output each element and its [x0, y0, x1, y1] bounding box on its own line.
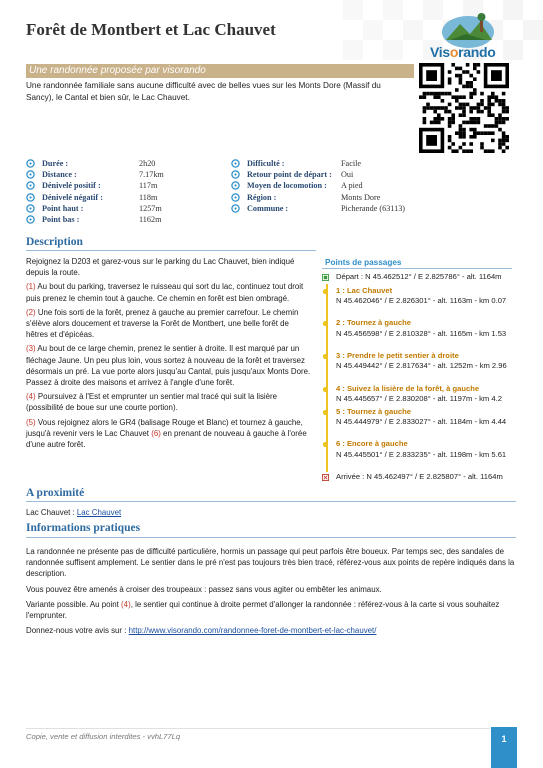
practical-info-body: [26, 546, 516, 640]
description-divider: [26, 250, 316, 251]
info-row: [231, 203, 481, 214]
step-number: (3): [26, 344, 36, 354]
info-value: A pied: [341, 181, 363, 191]
practical-paragraph: La randonnée ne présente pas de difficulté particulière, hormis un passage qui peut parfois être boueux. Par temps sec, des sandales de randonnée suffisent amplement. Le sentier dans le pré n'est pas toujours très bien tracé, référez-vous aux points de repère indiqués dans la description.: [26, 547, 515, 579]
checker-square: [363, 20, 383, 40]
ascent-icon: [26, 181, 35, 190]
waypoint-item: [322, 351, 522, 371]
qr-code[interactable]: [419, 63, 509, 153]
info-value: Oui: [341, 170, 354, 180]
waypoints-divider: [322, 268, 512, 269]
info-value: Monts Dore: [341, 192, 381, 202]
waypoint-item: [322, 318, 522, 338]
proximity-text: [26, 508, 121, 517]
waypoint-dot-icon: [322, 409, 329, 416]
step-number: (5): [26, 417, 36, 427]
description-paragraph: [26, 281, 311, 303]
checker-square: [523, 20, 543, 40]
description-paragraph: [26, 417, 311, 451]
description-paragraph: [26, 343, 311, 388]
proximity-divider: [26, 501, 516, 502]
waypoint-dot-icon: [322, 386, 329, 393]
proximity-link[interactable]: Lac Chauvet: [76, 508, 122, 517]
info-label: Dénivelé positif :: [42, 181, 101, 191]
waypoint-coords: N 45.445657° / E 2.830208° - alt. 1197m - km 4.2: [336, 394, 502, 404]
footer-copyright: Copie, vente et diffusion interdites - vvhL77Lq: [26, 732, 181, 741]
high-point-icon: [26, 204, 35, 213]
info-value: Picherande (63113): [341, 203, 406, 213]
step-number: (1): [26, 282, 36, 292]
description-text: Au bout de ce large chemin, prenez le sentier à droite. Il est marqué par un fléchage Jaune. Un peu plus loin, vous sortez à nouveau de la forêt et traversez désormais un pré. La vue porte alors jusqu'au Cantal, puis jusqu'aux Monts Dore. Passez à droite des maisons et arrivez à l'angle d'une forêt.: [26, 344, 311, 388]
description-text: Au bout du parking, traversez le ruisseau qui sort du lac, continuez tout droit puis prenez le chemin tout à gauche. Ce chemin en forêt est bien ombragé.: [26, 282, 304, 303]
info-value: 7.17km: [139, 170, 164, 180]
step-number: (2): [26, 307, 36, 317]
walker-icon: [231, 181, 240, 190]
descent-icon: [26, 193, 35, 202]
info-row: [26, 214, 276, 225]
waypoint-dot-icon: [322, 288, 329, 295]
waypoint-coords: N 45.456598° / E 2.810328° - alt. 1165m - km 1.53: [336, 328, 507, 338]
waypoint-item: [322, 286, 522, 306]
info-value: 1162m: [139, 215, 162, 224]
waypoint-item: [322, 407, 522, 427]
waypoint-title: 1 : Lac Chauvet: [336, 285, 393, 295]
info-label: Point haut :: [42, 203, 84, 213]
info-label: Retour point de départ :: [247, 170, 332, 180]
description-text: en prenant de nouveau à gauche à l'orée d'une autre forêt.: [26, 428, 307, 450]
waypoint-dot-icon: [322, 320, 329, 327]
info-label: Difficulté :: [247, 159, 285, 168]
difficulty-icon: [231, 159, 240, 168]
waypoint-coords: N 45.445501° / E 2.833235° - alt. 1198m - km 5.61: [336, 449, 507, 459]
practical-paragraph: Donnez-nous votre avis sur : http://www.visorando.com/randonnee-foret-de-montbert-et-lac-chauvet/: [26, 626, 377, 636]
description-text: Rejoignez la D203 et garez-vous sur le parking du Lac Chauvet, bien indiqué depuis la route.: [26, 257, 295, 278]
info-label: Moyen de locomotion :: [247, 181, 327, 191]
checker-square: [383, 40, 403, 60]
distance-icon: [26, 170, 35, 179]
description-paragraph: [26, 256, 311, 278]
practical-paragraph: Variante possible. Au point (4), le sentier qui continue à droite permet d'allonger la randonnée : référez-vous à la carte si vous souhaitez l'emprunter.: [26, 599, 500, 621]
info-row: [231, 180, 481, 191]
info-value: 2h20: [139, 159, 156, 168]
info-row: [231, 192, 481, 203]
info-label: Région :: [247, 192, 277, 202]
checker-square: [403, 20, 423, 40]
waypoint-coords: N 45.444979° / E 2.833027° - alt. 1184m - km 4.44: [336, 416, 507, 426]
description-body: [26, 256, 311, 453]
subtitle-banner: Une randonnée proposée par visorando: [26, 64, 414, 78]
waypoints-heading: Points de passages: [325, 258, 402, 267]
description-text: Poursuivez à l'Est et emprunter un sentier mal tracé qui suit la lisière (possibilité de boue sur une courte portion).: [26, 392, 278, 413]
info-value: 1257m: [139, 203, 162, 213]
waypoint-coords: N 45.449442° / E 2.817634° - alt. 1252m - km 2.96: [336, 361, 507, 371]
checker-square: [383, 0, 403, 20]
waypoint-dot-icon: [322, 353, 329, 360]
checker-square: [343, 40, 363, 60]
info-label: Distance :: [42, 170, 77, 180]
waypoint-item: [322, 384, 522, 404]
info-label: Durée :: [42, 159, 69, 168]
info-value: 117m: [139, 181, 158, 191]
clock-icon: [26, 159, 35, 168]
info-label: Commune :: [247, 203, 289, 213]
info-label: Point bas :: [42, 215, 80, 224]
description-paragraph: [26, 307, 311, 341]
waypoint-item: [322, 439, 522, 459]
footer-divider: [26, 728, 490, 729]
info-label: Dénivelé négatif :: [42, 192, 103, 202]
finish-flag-icon: [322, 474, 329, 481]
review-link[interactable]: http://www.visorando.com/randonnee-foret-de-montbert-et-lac-chauvet/: [128, 626, 377, 636]
info-value: 118m: [139, 192, 158, 202]
waypoint-title: 2 : Tournez à gauche: [336, 318, 411, 328]
step-number: (4): [26, 392, 36, 402]
description-text: Une fois sorti de la forêt, prenez à gauche au premier carrefour. Le chemin s'élève alors doucement et traverse la Forêt de Montbert, une belle forêt de hêtres et d'épicéas.: [26, 307, 299, 340]
proximity-heading: A proximité: [26, 487, 85, 499]
start-flag-icon: [322, 274, 329, 281]
checker-square: [343, 0, 363, 20]
waypoint-finish: Arrivée : N 45.462497° / E 2.825807° - alt. 1164m: [322, 472, 522, 482]
return-icon: [231, 170, 240, 179]
page-title: Forêt de Montbert et Lac Chauvet: [26, 20, 276, 39]
waypoint-title: 5 : Tournez à gauche: [336, 406, 411, 416]
waypoint-dot-icon: [322, 441, 329, 448]
description-text: Vous rejoignez alors le GR4 (balisage Rouge et Blanc) et tournez à gauche, jusqu'à revenir vers le Lac Chauvet: [26, 417, 303, 438]
waypoint-title: 3 : Prendre le petit sentier à droite: [336, 351, 459, 361]
page-number: 1: [491, 727, 517, 768]
town-icon: [231, 204, 240, 213]
description-heading: Description: [26, 236, 83, 248]
waypoint-title: 6 : Encore à gauche: [336, 439, 408, 449]
info-row: [231, 169, 481, 180]
intro-text: Une randonnée familiale sans aucune difficulté avec de belles vues sur les Monts Dore (Massif du Sancy), le Cantal et bien sûr, le Lac Chauvet.: [26, 81, 381, 102]
waypoint-start: Départ : N 45.462512° / E 2.825786° - alt. 1164m: [322, 272, 522, 282]
proximity-label: Lac Chauvet :: [26, 508, 77, 517]
info-value: Facile: [341, 159, 362, 168]
waypoint-title: 4 : Suivez la lisière de la forêt, à gauche: [336, 383, 480, 393]
practical-paragraph: Vous pouvez être amenés à croiser des troupeaux : passez sans vous agiter ou embêter les animaux.: [26, 584, 382, 594]
description-paragraph: [26, 391, 311, 413]
info-row: [231, 158, 481, 169]
low-point-icon: [26, 215, 35, 224]
logo-text: Visorando: [430, 44, 496, 60]
practical-info-heading: Informations pratiques: [26, 522, 141, 534]
practical-info-divider: [26, 537, 516, 538]
region-icon: [231, 193, 240, 202]
step-number: (6): [151, 428, 161, 438]
waypoint-coords: N 45.462046° / E 2.826301° - alt. 1163m - km 0.07: [336, 295, 507, 305]
